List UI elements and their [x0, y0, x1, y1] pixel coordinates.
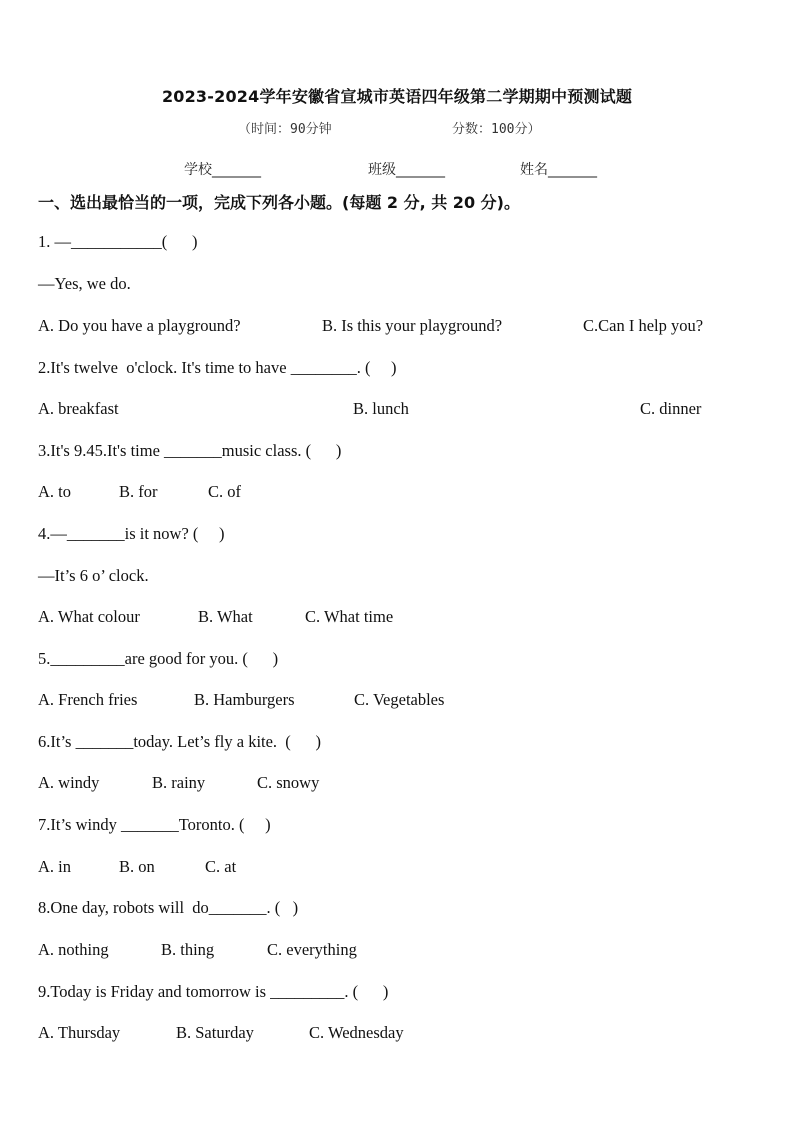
question-6-option-a: A. windy	[38, 773, 100, 792]
question-6-option-c: C. snowy	[257, 773, 320, 792]
question-2-option-a: A. breakfast	[38, 399, 119, 418]
question-4-option-a: A. What colour	[38, 607, 140, 626]
question-1-answer-line: —Yes, we do.	[38, 274, 131, 293]
exam-score: 分数：100分）	[452, 122, 541, 137]
question-5-option-c: C. Vegetables	[354, 690, 445, 709]
question-7-option-a: A. in	[38, 857, 71, 876]
question-6-option-b: B. rainy	[152, 773, 206, 792]
question-7-stem: 7.It’s windy _______Toronto. ( )	[38, 815, 271, 834]
question-1-stem: 1. —___________( )	[38, 232, 198, 251]
question-2-stem: 2.It's twelve o'clock. It's time to have ________. ( )	[38, 358, 397, 377]
school-field: 学校_______	[184, 162, 261, 178]
question-4-option-b: B. What	[198, 607, 253, 626]
class-field: 班级_______	[368, 162, 445, 178]
exam-title: 2023-2024学年安徽省宣城市英语四年级第二学期期中预测试题	[161, 87, 633, 106]
question-8-stem: 8.One day, robots will do_______. ( )	[38, 898, 299, 917]
question-1-option-c: C.Can I help you?	[583, 316, 704, 335]
question-9-stem: 9.Today is Friday and tomorrow is _________. ( )	[38, 982, 389, 1001]
question-6-stem: 6.It’s _______today. Let’s fly a kite. ( )	[38, 732, 322, 751]
name-field: 姓名_______	[520, 162, 597, 178]
question-5-option-b: B. Hamburgers	[194, 690, 295, 709]
question-5-option-a: A. French fries	[38, 690, 138, 709]
question-8-option-c: C. everything	[267, 940, 357, 959]
question-1-option-b: B. Is this your playground?	[322, 316, 503, 335]
question-3-option-b: B. for	[119, 482, 158, 501]
question-9-option-a: A. Thursday	[38, 1023, 121, 1042]
question-7-option-c: C. at	[205, 857, 237, 876]
question-4-stem: 4.—_______is it now? ( )	[38, 524, 225, 543]
section-heading: 一、选出最恰当的一项，完成下列各小题。(每题 2 分, 共 20 分)。	[38, 193, 520, 212]
question-7-option-b: B. on	[119, 857, 155, 876]
question-3-option-a: A. to	[38, 482, 71, 501]
question-5-stem: 5._________are good for you. ( )	[38, 649, 279, 668]
exam-time: （时间：90分钟	[238, 122, 332, 137]
question-4-answer-line: —It’s 6 o’ clock.	[38, 566, 149, 585]
question-8-option-b: B. thing	[161, 940, 215, 959]
question-8-option-a: A. nothing	[38, 940, 109, 959]
question-9-option-b: B. Saturday	[176, 1023, 254, 1042]
question-1-option-a: A. Do you have a playground?	[38, 316, 241, 335]
question-3-stem: 3.It's 9.45.It's time _______music class. ( )	[38, 441, 342, 460]
question-2-option-c: C. dinner	[640, 399, 702, 418]
question-4-option-c: C. What time	[305, 607, 394, 626]
question-3-option-c: C. of	[208, 482, 241, 501]
question-9-option-c: C. Wednesday	[309, 1023, 404, 1042]
question-2-option-b: B. lunch	[353, 399, 409, 418]
